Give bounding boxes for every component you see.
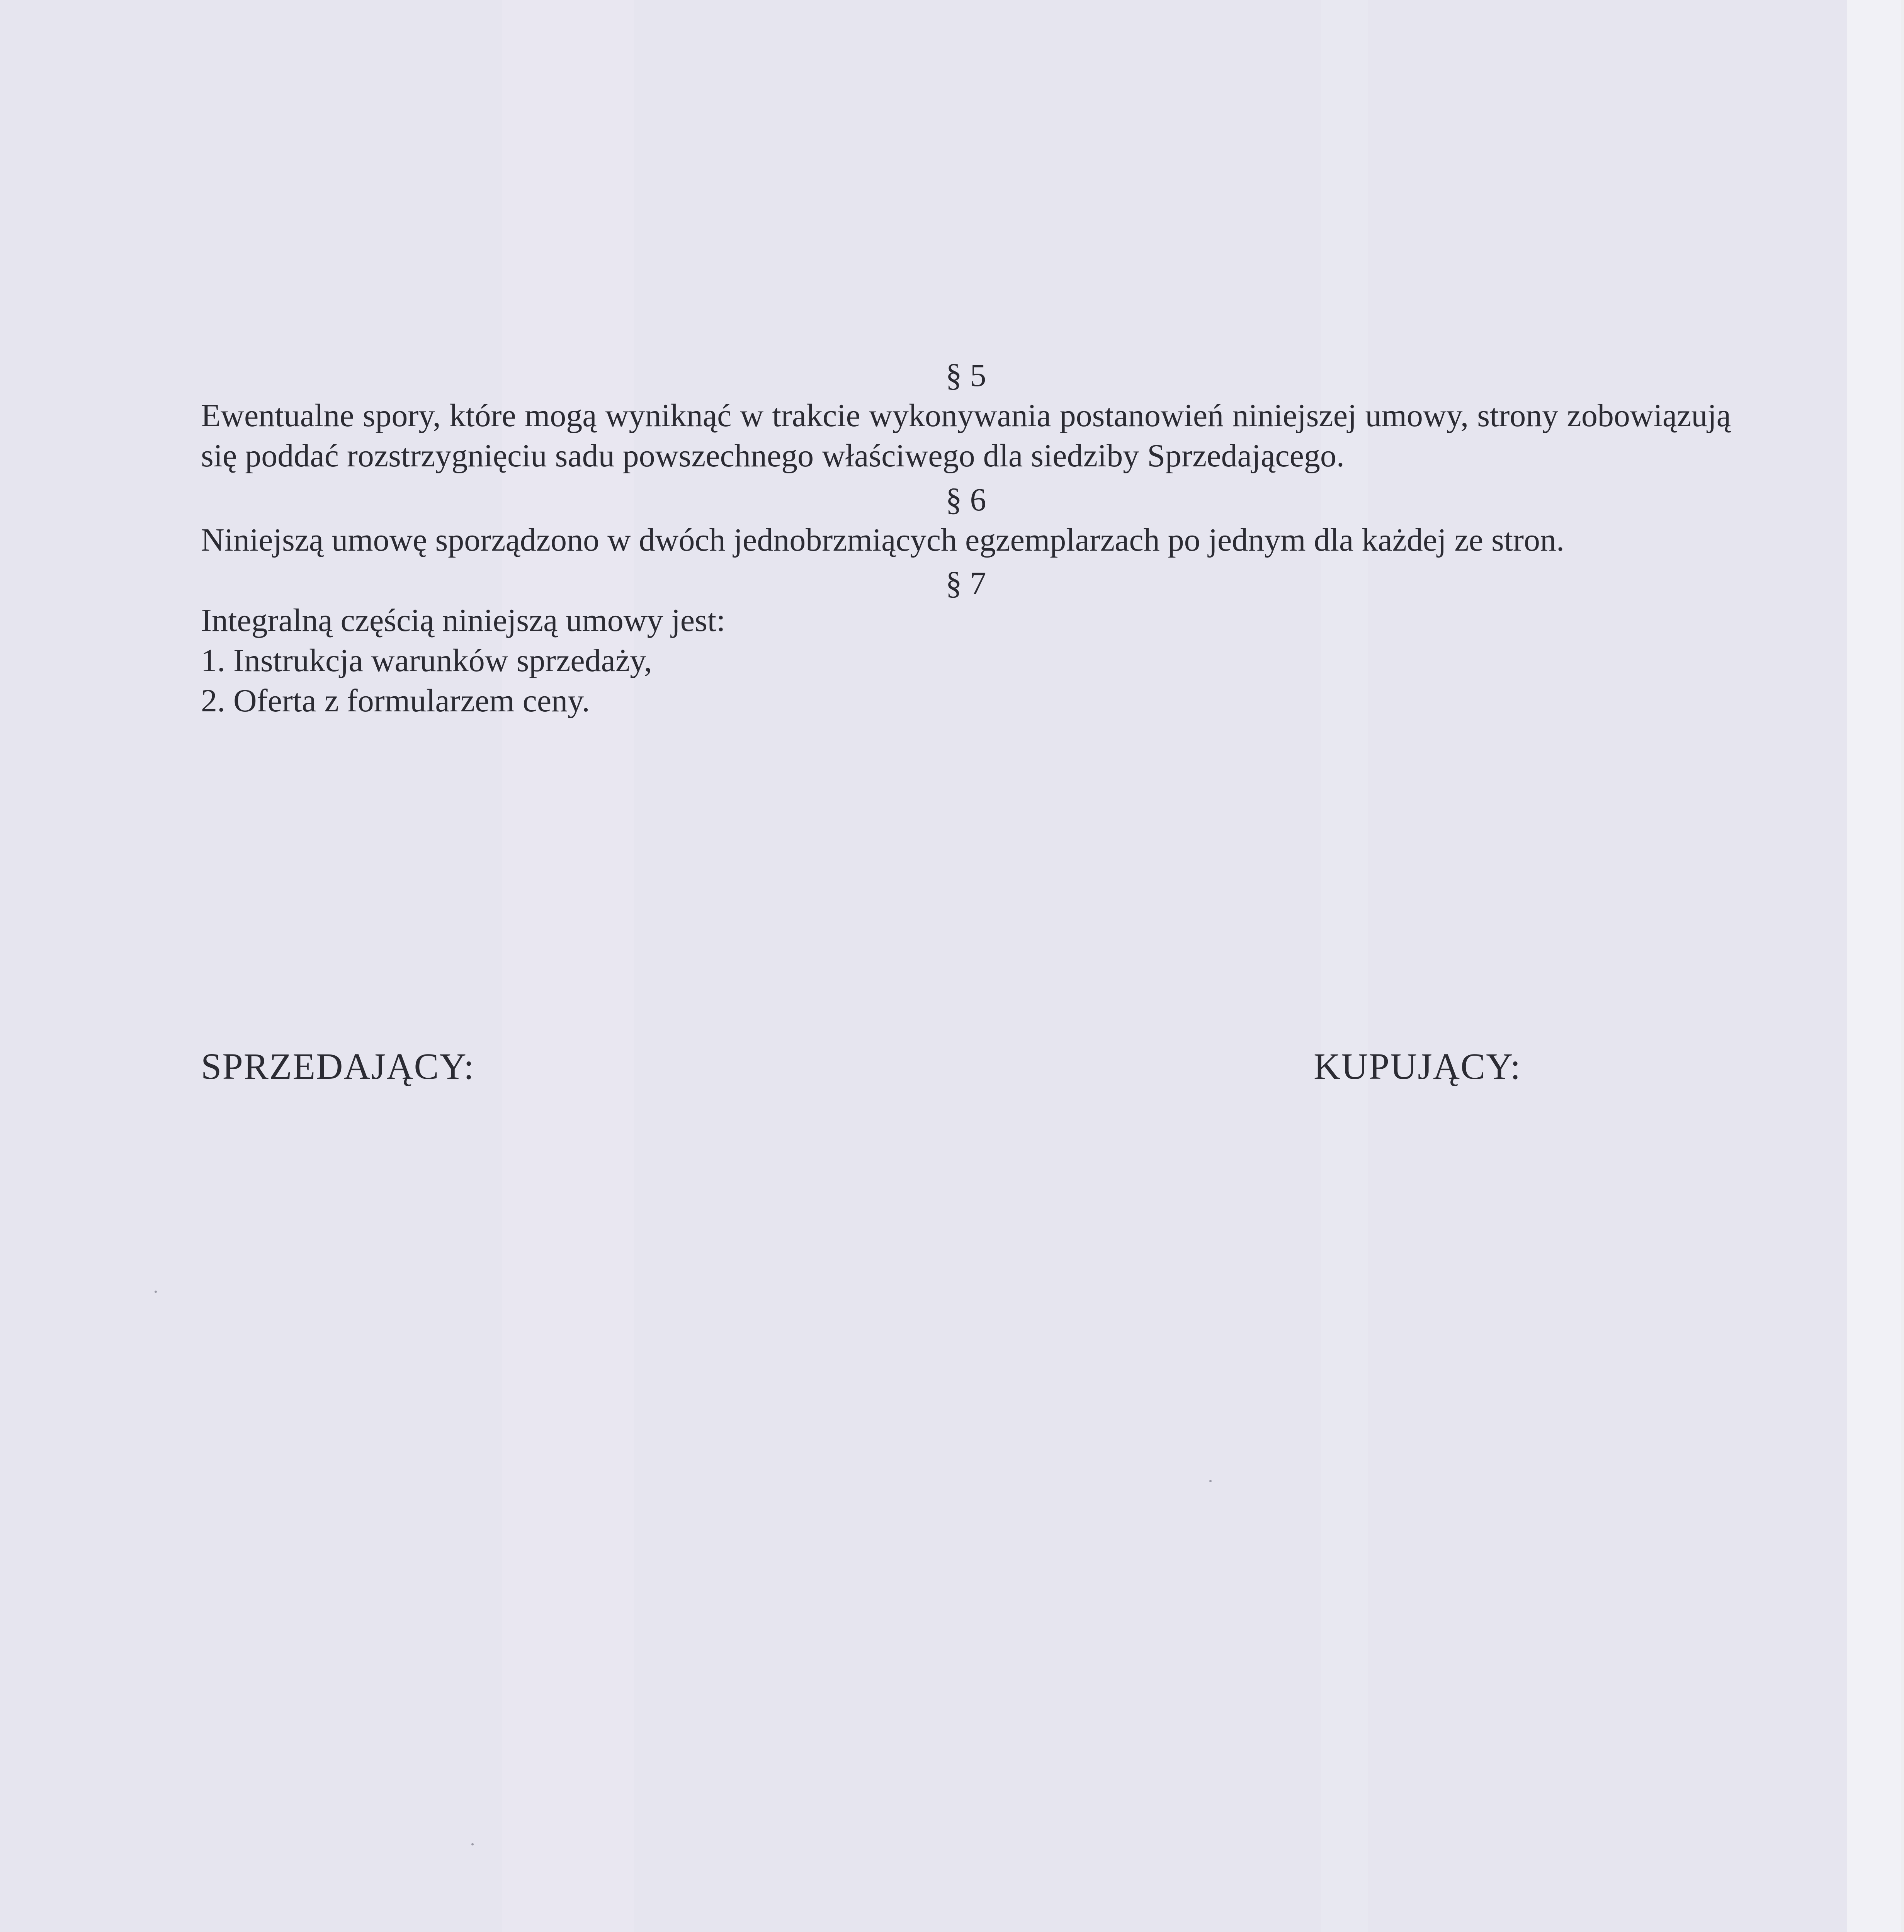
- paper-speck: [155, 1291, 157, 1293]
- buyer-signature-label: KUPUJĄCY:: [1314, 1046, 1522, 1087]
- paper-edge-shade: [1847, 0, 1901, 1932]
- section-7: [201, 560, 1731, 638]
- section-6-text: Niniejszą umowę sporządzono w dwóch jednobrzmiących egzemplarzach po jednym dla każdej ze stron.: [201, 522, 1564, 558]
- paper-fold-shade: [1321, 0, 1368, 1932]
- section-7-heading: § 7: [945, 565, 986, 601]
- list-item: 1. Instrukcja warunków sprzedaży,: [201, 643, 652, 679]
- section-5-heading: § 5: [945, 357, 986, 393]
- signature-block: [201, 1043, 1731, 1097]
- document-body: [201, 355, 1731, 721]
- section-7-intro: Integralną częścią niniejszą umowy jest:: [201, 602, 726, 638]
- seller-signature-label: SPRZEDAJĄCY:: [201, 1046, 475, 1087]
- paper-fold-shade: [502, 0, 634, 1932]
- section-6-heading: § 6: [945, 482, 986, 518]
- section-5-text: Ewentualne spory, które mogą wyniknąć w trakcie wykonywania postanowień niniejszej umowy, strony zobowiązują się poddać rozstrzygnięciu sadu powszechnego właściwego dla siedziby Sprzedającego.: [201, 398, 1731, 474]
- paper-speck: [1209, 1480, 1212, 1482]
- paper-speck: [471, 1843, 474, 1845]
- list-item: 2. Oferta z formularzem ceny.: [201, 683, 590, 719]
